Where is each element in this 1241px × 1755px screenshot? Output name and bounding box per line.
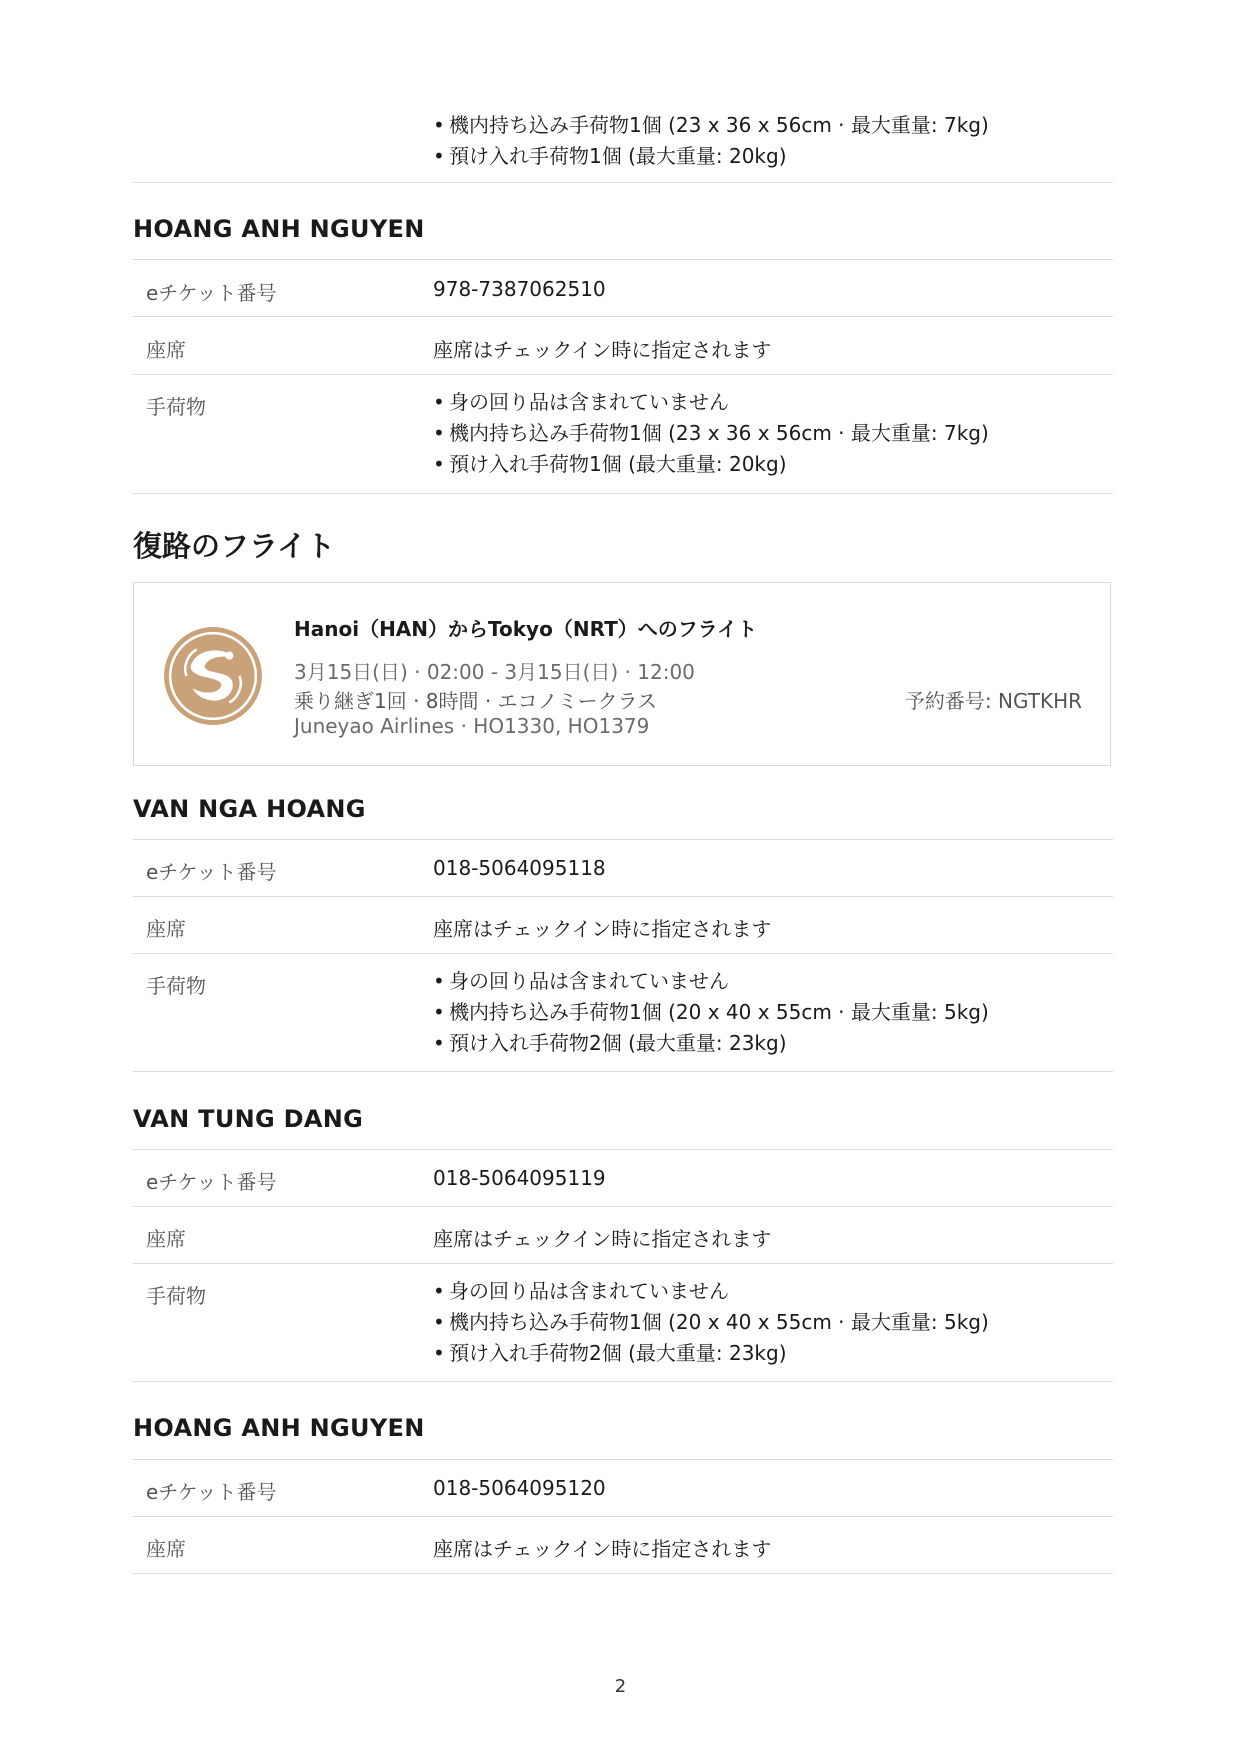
list-item: • 機内持ち込み手荷物1個 (23 x 36 x 56cm · 最大重量: 7kg)	[433, 418, 989, 449]
seat-label: 座席	[146, 1227, 186, 1251]
baggage-label: 手荷物	[146, 1284, 206, 1308]
list-item: • 預け入れ手荷物2個 (最大重量: 23kg)	[433, 1338, 989, 1369]
divider	[133, 182, 1113, 183]
ticket-number: 018-5064095119	[433, 1166, 606, 1190]
flight-details: 乗り継ぎ1回 · 8時間 · エコノミークラス	[294, 689, 657, 713]
ticket-label: eチケット番号	[146, 281, 277, 305]
divider	[133, 259, 1113, 260]
passenger-name: VAN NGA HOANG	[133, 795, 366, 823]
list-item: • 機内持ち込み手荷物1個 (23 x 36 x 56cm · 最大重量: 7kg)	[433, 110, 989, 141]
seat-value: 座席はチェックイン時に指定されます	[433, 1537, 772, 1561]
divider	[133, 1381, 1113, 1382]
divider	[133, 1263, 1113, 1264]
ticket-number: 018-5064095118	[433, 856, 606, 880]
ticket-label: eチケット番号	[146, 1480, 277, 1504]
ticket-number: 978-7387062510	[433, 277, 606, 301]
passenger-name: HOANG ANH NGUYEN	[133, 215, 425, 243]
seat-label: 座席	[146, 338, 186, 362]
flight-card	[133, 582, 1111, 766]
booking-reference: 予約番号: NGTKHR	[904, 689, 1082, 713]
divider	[133, 1516, 1113, 1517]
baggage-label: 手荷物	[146, 974, 206, 998]
divider	[133, 374, 1113, 375]
baggage-list	[433, 966, 989, 1059]
seat-value: 座席はチェックイン時に指定されます	[433, 338, 772, 362]
return-flight-heading: 復路のフライト	[133, 529, 336, 563]
seat-value: 座席はチェックイン時に指定されます	[433, 1227, 772, 1251]
flight-carrier: Juneyao Airlines · HO1330, HO1379	[294, 714, 650, 738]
ticket-number: 018-5064095120	[433, 1476, 606, 1500]
divider	[133, 316, 1113, 317]
continued-baggage-list	[433, 110, 989, 172]
baggage-label: 手荷物	[146, 395, 206, 419]
juneyao-airlines-logo-icon	[162, 625, 264, 727]
divider	[133, 953, 1113, 954]
divider	[133, 1573, 1113, 1574]
divider	[133, 839, 1113, 840]
seat-label: 座席	[146, 917, 186, 941]
divider	[133, 1459, 1113, 1460]
baggage-list	[433, 1276, 989, 1369]
divider	[133, 1149, 1113, 1150]
ticket-label: eチケット番号	[146, 1170, 277, 1194]
list-item: • 預け入れ手荷物1個 (最大重量: 20kg)	[433, 449, 989, 480]
list-item: • 機内持ち込み手荷物1個 (20 x 40 x 55cm · 最大重量: 5kg)	[433, 1307, 989, 1338]
passenger-name: HOANG ANH NGUYEN	[133, 1414, 425, 1442]
ticket-label: eチケット番号	[146, 860, 277, 884]
list-item: • 預け入れ手荷物1個 (最大重量: 20kg)	[433, 141, 989, 172]
flight-title: Hanoi（HAN）からTokyo（NRT）へのフライト	[294, 617, 758, 641]
seat-value: 座席はチェックイン時に指定されます	[433, 917, 772, 941]
list-item: • 身の回り品は含まれていません	[433, 1276, 989, 1307]
baggage-list	[433, 387, 989, 480]
divider	[133, 896, 1113, 897]
passenger-name: VAN TUNG DANG	[133, 1105, 364, 1133]
divider	[133, 1206, 1113, 1207]
seat-label: 座席	[146, 1537, 186, 1561]
list-item: • 機内持ち込み手荷物1個 (20 x 40 x 55cm · 最大重量: 5kg)	[433, 997, 989, 1028]
list-item: • 身の回り品は含まれていません	[433, 966, 989, 997]
page-number: 2	[614, 1676, 627, 1697]
divider	[133, 493, 1113, 494]
divider	[133, 1071, 1113, 1072]
list-item: • 身の回り品は含まれていません	[433, 387, 989, 418]
list-item: • 預け入れ手荷物2個 (最大重量: 23kg)	[433, 1028, 989, 1059]
flight-times: 3月15日(日) · 02:00 - 3月15日(日) · 12:00	[294, 660, 695, 684]
